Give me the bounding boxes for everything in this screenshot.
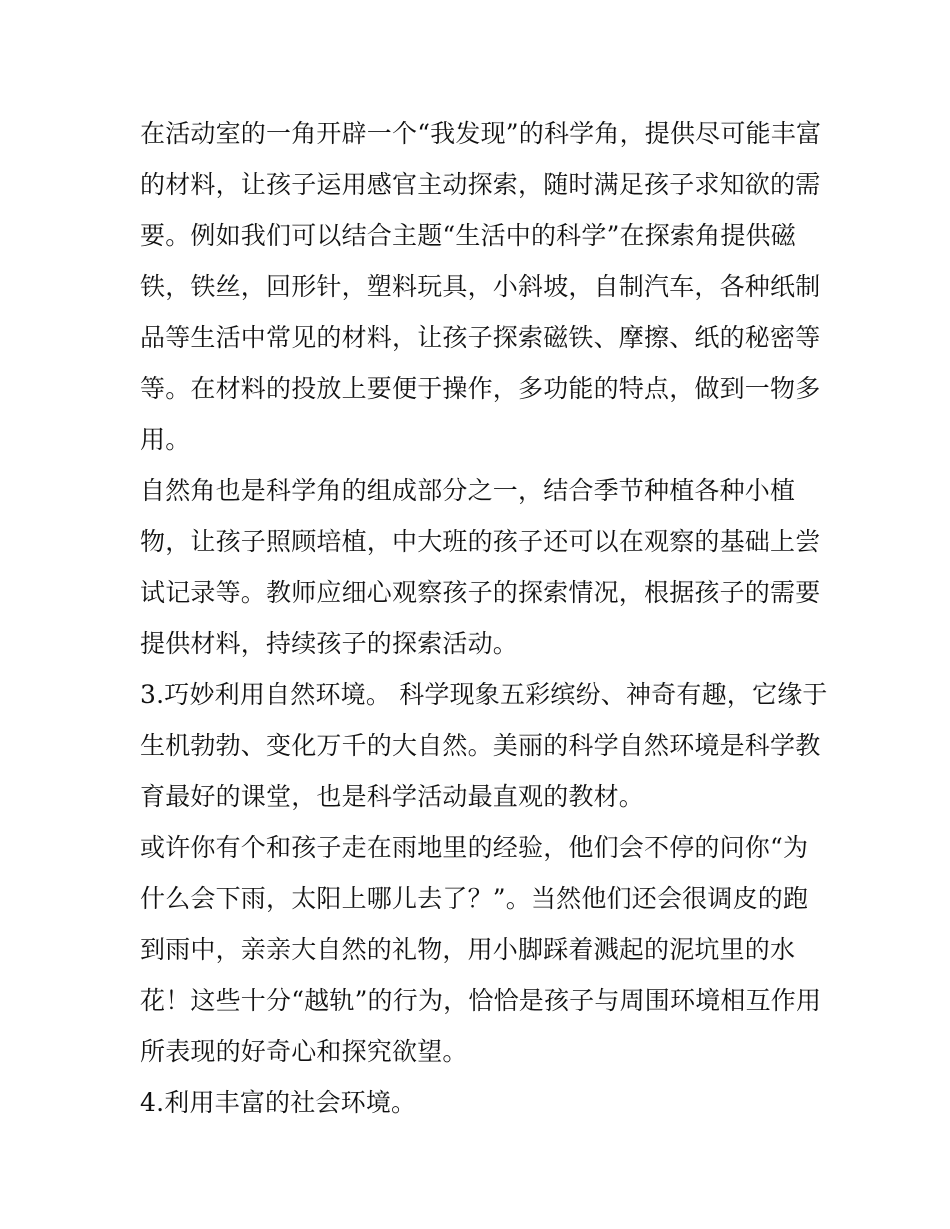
text-line: 自然角也是科学角的组成部分之一，结合季节种植各种小植: [140, 476, 796, 505]
text-line: 所表现的好奇心和探究欲望。: [140, 1037, 468, 1066]
text-line: 花！这些十分“越轨”的行为，恰恰是孩子与周围环境相互作用: [140, 986, 822, 1015]
text-line: 铁，铁丝，回形针，塑料玩具，小斜坡，自制汽车，各种纸制: [140, 272, 821, 301]
paragraph-natural-environment: [140, 669, 828, 822]
text-line: 在活动室的一角开辟一个“我发现”的科学角，提供尽可能丰富: [140, 119, 822, 148]
paragraph-social-environment: [140, 1077, 815, 1128]
text-line: 提供材料，持续孩子的探索活动。: [140, 629, 519, 658]
paragraph-science-corner: [140, 108, 822, 465]
text-line: 要。例如我们可以结合主题“生活中的科学”在探索角提供磁: [140, 221, 796, 250]
text-line: 或许你有个和孩子走在雨地里的经验，他们会不停的问你“为: [140, 833, 809, 862]
text-line: 到雨中，亲亲大自然的礼物，用小脚踩着溅起的泥坑里的水: [140, 935, 796, 964]
paragraph-nature-corner: [140, 465, 821, 669]
text-line: 什么会下雨，太阳上哪儿去了？”。当然他们还会很调皮的跑: [140, 884, 809, 913]
text-line: 等。在材料的投放上要便于操作，多功能的特点，做到一物多: [140, 374, 821, 403]
text-line: 育最好的课堂，也是科学活动最直观的教材。: [140, 782, 645, 811]
text-line: 品等生活中常见的材料，让孩子探索磁铁、摩擦、纸的秘密等: [140, 323, 821, 352]
section-heading-line: 3.巧妙利用自然环境。 科学现象五彩缤纷、神奇有趣，它缘于: [140, 680, 828, 709]
text-line: 生机勃勃、变化万千的大自然。美丽的科学自然环境是科学教: [140, 731, 821, 760]
text-line: 试记录等。教师应细心观察孩子的探索情况，根据孩子的需要: [140, 578, 821, 607]
document-body: [140, 108, 828, 1128]
text-line: 物，让孩子照顾培植，中大班的孩子还可以在观察的基础上尝: [140, 527, 821, 556]
text-line: 的材料，让孩子运用感官主动探索，随时满足孩子求知欲的需: [140, 170, 821, 199]
text-line: 用。: [140, 425, 191, 454]
section-heading-line: 4.利用丰富的社会环境。: [140, 1088, 417, 1117]
paragraph-rain-experience: [140, 822, 822, 1077]
